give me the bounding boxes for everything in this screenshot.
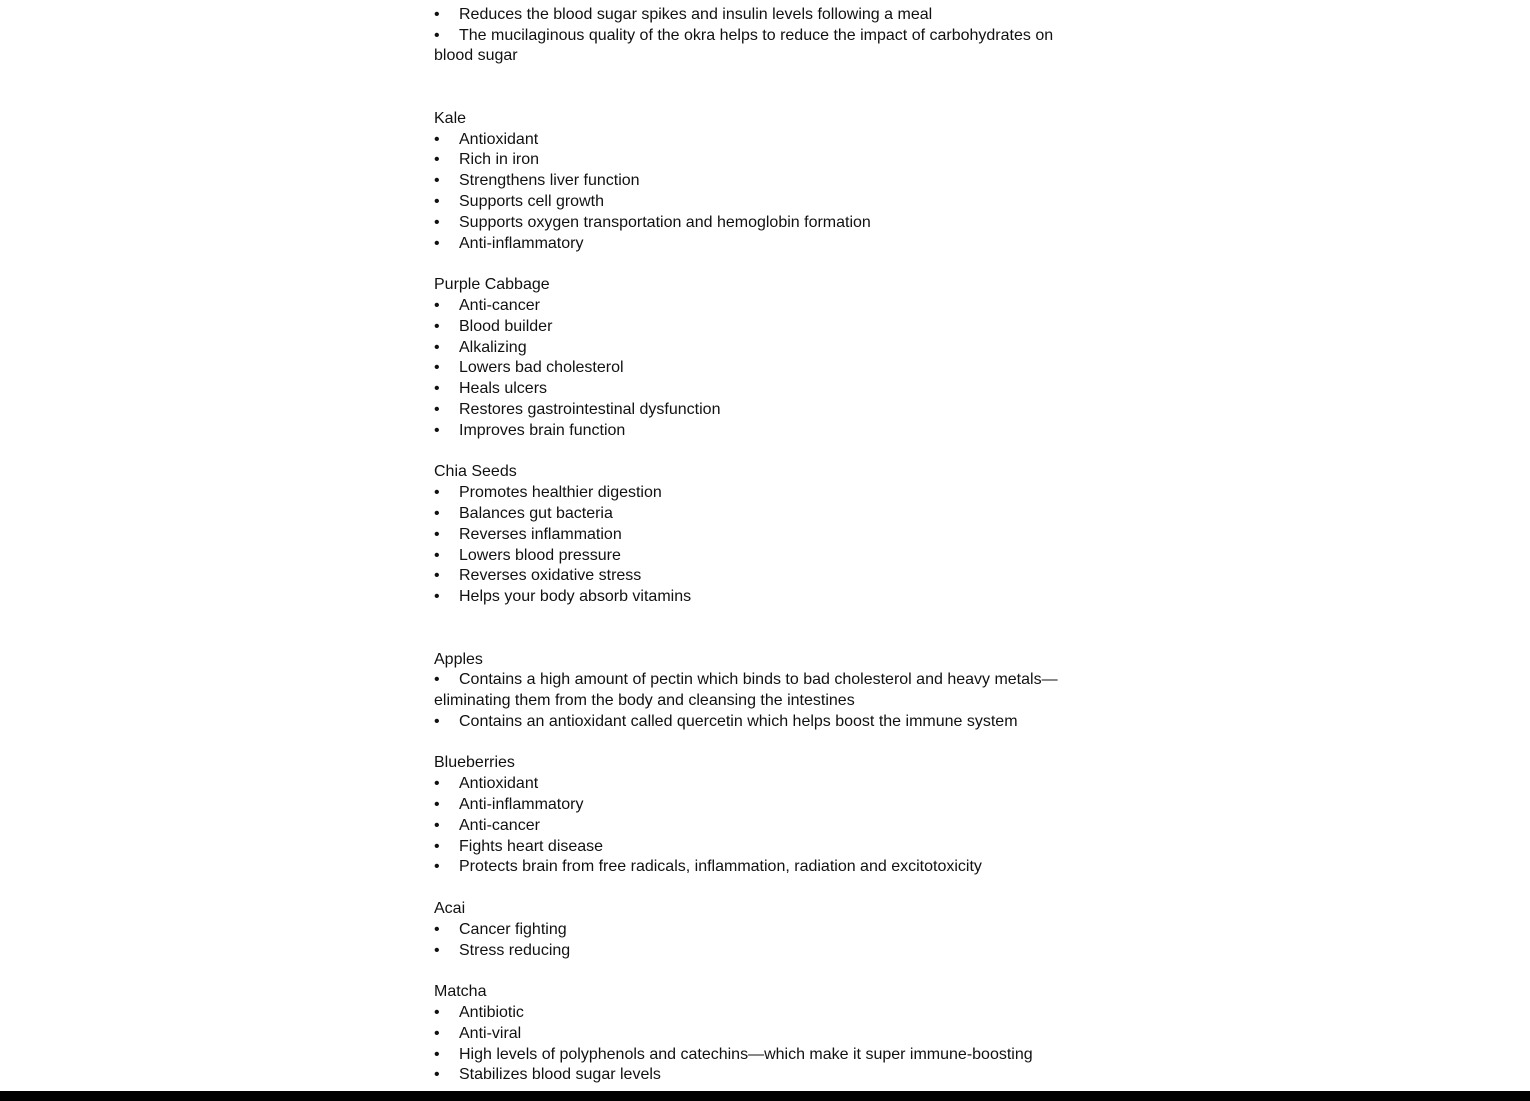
list-item <box>434 26 1094 68</box>
bullet-icon: • <box>434 338 440 356</box>
section-heading: Acai <box>434 900 466 918</box>
list-item <box>434 587 1094 608</box>
list-item-text: Blood builder <box>459 317 553 335</box>
bullet-icon: • <box>434 5 440 23</box>
list-item <box>434 234 1094 255</box>
bullet-icon: • <box>434 546 440 564</box>
section-heading: Kale <box>434 109 467 127</box>
bullet-icon: • <box>434 858 440 876</box>
list-item-text: Anti-cancer <box>459 296 540 314</box>
list-item-text: Antioxidant <box>459 775 539 793</box>
list-item <box>434 1065 1094 1086</box>
list-item <box>434 1003 1094 1024</box>
list-item <box>434 338 1094 359</box>
bullet-icon: • <box>434 130 440 148</box>
bullet-icon: • <box>434 192 440 210</box>
bullet-icon: • <box>434 525 440 543</box>
list-item-text: Lowers blood pressure <box>459 546 621 564</box>
list-item-text: Strengthens liver function <box>459 172 640 190</box>
list-item-text: Contains a high amount of pectin which binds to bad cholesterol and heavy metals—eliminating them from the body and cleansing the intestines <box>434 671 1058 710</box>
bullet-icon: • <box>434 317 440 335</box>
bullet-icon: • <box>434 671 440 689</box>
list-item-text: Antibiotic <box>459 1004 524 1022</box>
bullet-icon: • <box>434 837 440 855</box>
section-heading: Purple Cabbage <box>434 276 550 294</box>
list-item <box>434 296 1094 317</box>
list-item-text: Protects brain from free radicals, inflammation, radiation and excitotoxicity <box>459 858 982 876</box>
list-item <box>434 130 1094 151</box>
list-item-text: Balances gut bacteria <box>459 504 613 522</box>
list-item <box>434 213 1094 234</box>
bullet-icon: • <box>434 588 440 606</box>
list-item-text: Antioxidant <box>459 130 539 148</box>
bullet-icon: • <box>434 400 440 418</box>
section-heading: Chia Seeds <box>434 463 517 481</box>
list-item <box>434 379 1094 400</box>
document-body <box>434 0 1094 1101</box>
list-item <box>434 920 1094 941</box>
list-item-text: Anti-inflammatory <box>459 234 584 252</box>
list-item <box>434 358 1094 379</box>
list-item <box>434 171 1094 192</box>
list-item-text: Anti-viral <box>459 1024 522 1042</box>
list-item <box>434 857 1094 878</box>
bullet-icon: • <box>434 172 440 190</box>
list-item-text: Promotes healthier digestion <box>459 484 662 502</box>
list-item-text: Heals ulcers <box>459 380 548 398</box>
list-item-text: Reduces the blood sugar spikes and insulin levels following a meal <box>459 5 933 23</box>
bullet-icon: • <box>434 1045 440 1063</box>
bullet-icon: • <box>434 712 440 730</box>
list-item-text: Anti-cancer <box>459 816 540 834</box>
section-apples <box>434 650 1094 733</box>
list-item <box>434 566 1094 587</box>
list-item <box>434 816 1094 837</box>
list-item-text: Cancer fighting <box>459 920 567 938</box>
bullet-icon: • <box>434 941 440 959</box>
section-chia-seeds <box>434 462 1094 608</box>
bullet-icon: • <box>434 796 440 814</box>
list-item-text: Anti-inflammatory <box>459 796 584 814</box>
bullet-icon: • <box>434 567 440 585</box>
list-item-text: Supports cell growth <box>459 192 604 210</box>
bullet-icon: • <box>434 359 440 377</box>
list-item <box>434 941 1094 962</box>
list-item <box>434 670 1094 712</box>
section-heading: Blueberries <box>434 754 515 772</box>
bullet-icon: • <box>434 421 440 439</box>
list-item-text: Restores gastrointestinal dysfunction <box>459 400 721 418</box>
list-item-text: Lowers bad cholesterol <box>459 359 624 377</box>
list-item <box>434 317 1094 338</box>
bottom-bar <box>0 1091 1530 1101</box>
list-item <box>434 525 1094 546</box>
list-item-text: The mucilaginous quality of the okra helps to reduce the impact of carbohydrates on blood sugar <box>434 26 1054 65</box>
list-item <box>434 837 1094 858</box>
list-item-text: Alkalizing <box>459 338 527 356</box>
bullet-icon: • <box>434 816 440 834</box>
section-matcha <box>434 982 1094 1086</box>
list-item <box>434 483 1094 504</box>
list-item-text: Contains an antioxidant called quercetin which helps boost the immune system <box>459 712 1018 730</box>
list-item <box>434 774 1094 795</box>
list-item-text: Supports oxygen transportation and hemoglobin formation <box>459 213 871 231</box>
list-item-text: Helps your body absorb vitamins <box>459 588 692 606</box>
list-item-text: Stress reducing <box>459 941 571 959</box>
list-item <box>434 504 1094 525</box>
list-item <box>434 421 1094 442</box>
bullet-icon: • <box>434 920 440 938</box>
bullet-icon: • <box>434 234 440 252</box>
bullet-icon: • <box>434 775 440 793</box>
bullet-icon: • <box>434 1004 440 1022</box>
list-item-text: High levels of polyphenols and catechins—which make it super immune-boosting <box>459 1045 1033 1063</box>
list-item-text: Rich in iron <box>459 151 540 169</box>
section-kale <box>434 109 1094 255</box>
list-item <box>434 1045 1094 1066</box>
list-item-text: Stabilizes blood sugar levels <box>459 1066 661 1084</box>
bullet-icon: • <box>434 213 440 231</box>
bullet-icon: • <box>434 484 440 502</box>
section-heading: Matcha <box>434 983 487 1001</box>
list-item <box>434 192 1094 213</box>
section-heading: Apples <box>434 650 483 668</box>
section-purple-cabbage <box>434 275 1094 441</box>
list-item <box>434 795 1094 816</box>
list-item-text: Fights heart disease <box>459 837 604 855</box>
section-okra <box>434 0 1094 67</box>
list-item <box>434 150 1094 171</box>
list-item <box>434 5 1094 26</box>
list-item <box>434 712 1094 733</box>
bullet-icon: • <box>434 26 440 44</box>
list-item-text: Improves brain function <box>459 421 626 439</box>
section-blueberries <box>434 753 1094 878</box>
section-acai <box>434 899 1094 961</box>
bullet-icon: • <box>434 380 440 398</box>
list-item-text: Reverses oxidative stress <box>459 567 642 585</box>
bullet-icon: • <box>434 504 440 522</box>
list-item <box>434 1024 1094 1045</box>
bullet-icon: • <box>434 296 440 314</box>
bullet-icon: • <box>434 1066 440 1084</box>
bullet-icon: • <box>434 1024 440 1042</box>
list-item-text: Reverses inflammation <box>459 525 622 543</box>
list-item <box>434 400 1094 421</box>
list-item <box>434 546 1094 567</box>
bullet-icon: • <box>434 151 440 169</box>
